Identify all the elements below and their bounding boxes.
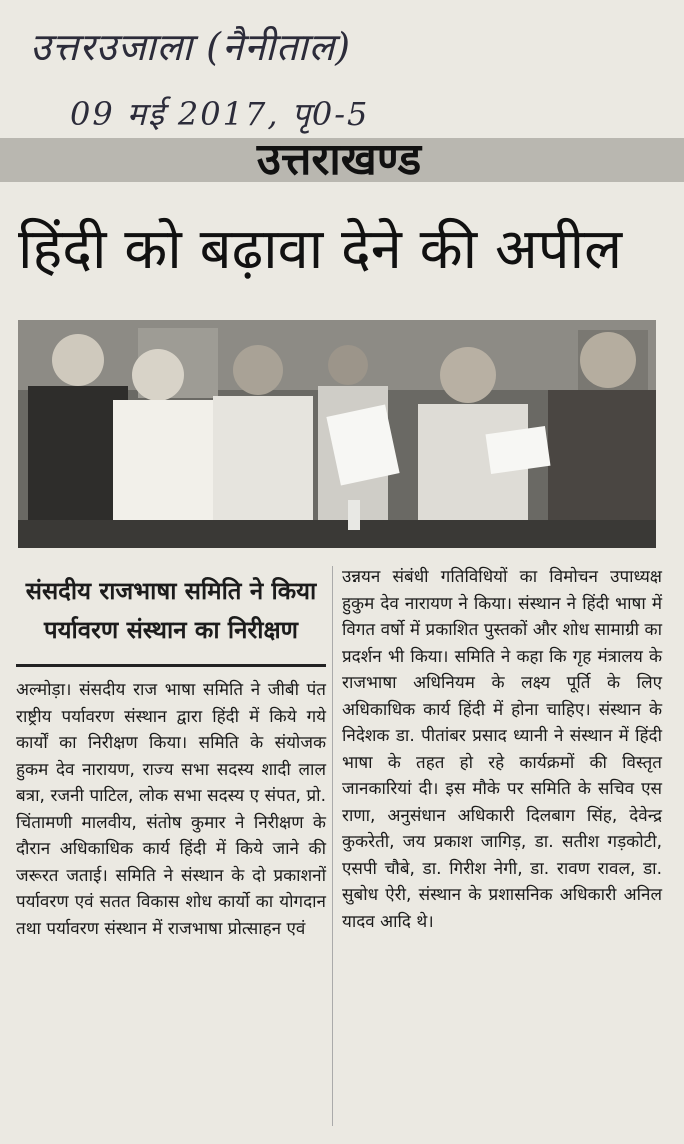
left-column	[16, 572, 326, 942]
subheadline: संसदीय राजभाषा समिति ने किया पर्यावरण संस्थान का निरीक्षण	[25, 577, 317, 644]
section-label: उत्तराखण्ड	[256, 134, 422, 185]
handwritten-date-page: 09 मई 2017, पृ0-5	[70, 95, 370, 133]
column-divider	[332, 566, 333, 1126]
right-column	[342, 564, 662, 935]
news-photo-illustration	[18, 320, 656, 548]
subheadline-rule	[16, 664, 326, 667]
handwritten-source: उत्तरउजाला (नैनीताल)	[30, 25, 352, 69]
section-banner	[0, 128, 684, 192]
news-photo	[18, 320, 656, 548]
headline: हिंदी को बढ़ावा देने की अपील	[18, 217, 623, 282]
article-body-left: अल्मोड़ा। संसदीय राज भाषा समिति ने जीबी पंत राष्ट्रीय पर्यावरण संस्थान द्वारा हिंदी में किये गये कार्यों का निरीक्षण किया। समिति के संयोजक हुकम देव नारायण, राज्य सभा सदस्य शादी लाल बत्रा, रजनी पाटिल, लोक सभा सदस्य ए संपत, प्रो. चिंतामणी मालवीय, संतोष कुमार ने निरीक्षण के दौरान अधिकाधिक कार्य हिंदी में किये जाने की जरूरत जताई। समिति ने संस्थान के दो प्रकाशनों पर्यावरण एवं सतत विकास शोध कार्यो का योगदान तथा पर्यावरण संस्थान में राजभाषा प्रोत्साहन एवं	[16, 680, 326, 939]
article-body-right: उन्नयन संबंधी गतिविधियों का विमोचन उपाध्यक्ष हुकुम देव नारायण ने किया। संस्थान ने हिंदी भाषा में विगत वर्षो में प्रकाशित पुस्तकों और शोध सामाग्री का प्रदर्शन भी किया। समिति ने कहा कि गृह मंत्रालय के राजभाषा अधिनियम के लक्ष्य पूर्ति के लिए अधिकाधिक कार्य हिंदी में होना चाहिए। संस्थान के निदेशक डा. पीतांबर प्रसाद ध्यानी ने संस्थान में हिंदी भाषा के तहत हो रहे कार्यक्रमों की विस्तृत जानकारियां दी। इस मौके पर समिति के सचिव एस राणा, अनुसंधान अधिकारी दिलबाग सिंह, देवेन्द्र कुकरेती, जय प्रकाश जागिड़, डा. सतीश गड़कोटी, एसपी चौबे, डा. गिरीश नेगी, डा. रावण रावल, डा. सुबोध ऐरी, संस्थान के प्रशासनिक अधिकारी अनिल यादव आदि थे।	[342, 567, 662, 932]
